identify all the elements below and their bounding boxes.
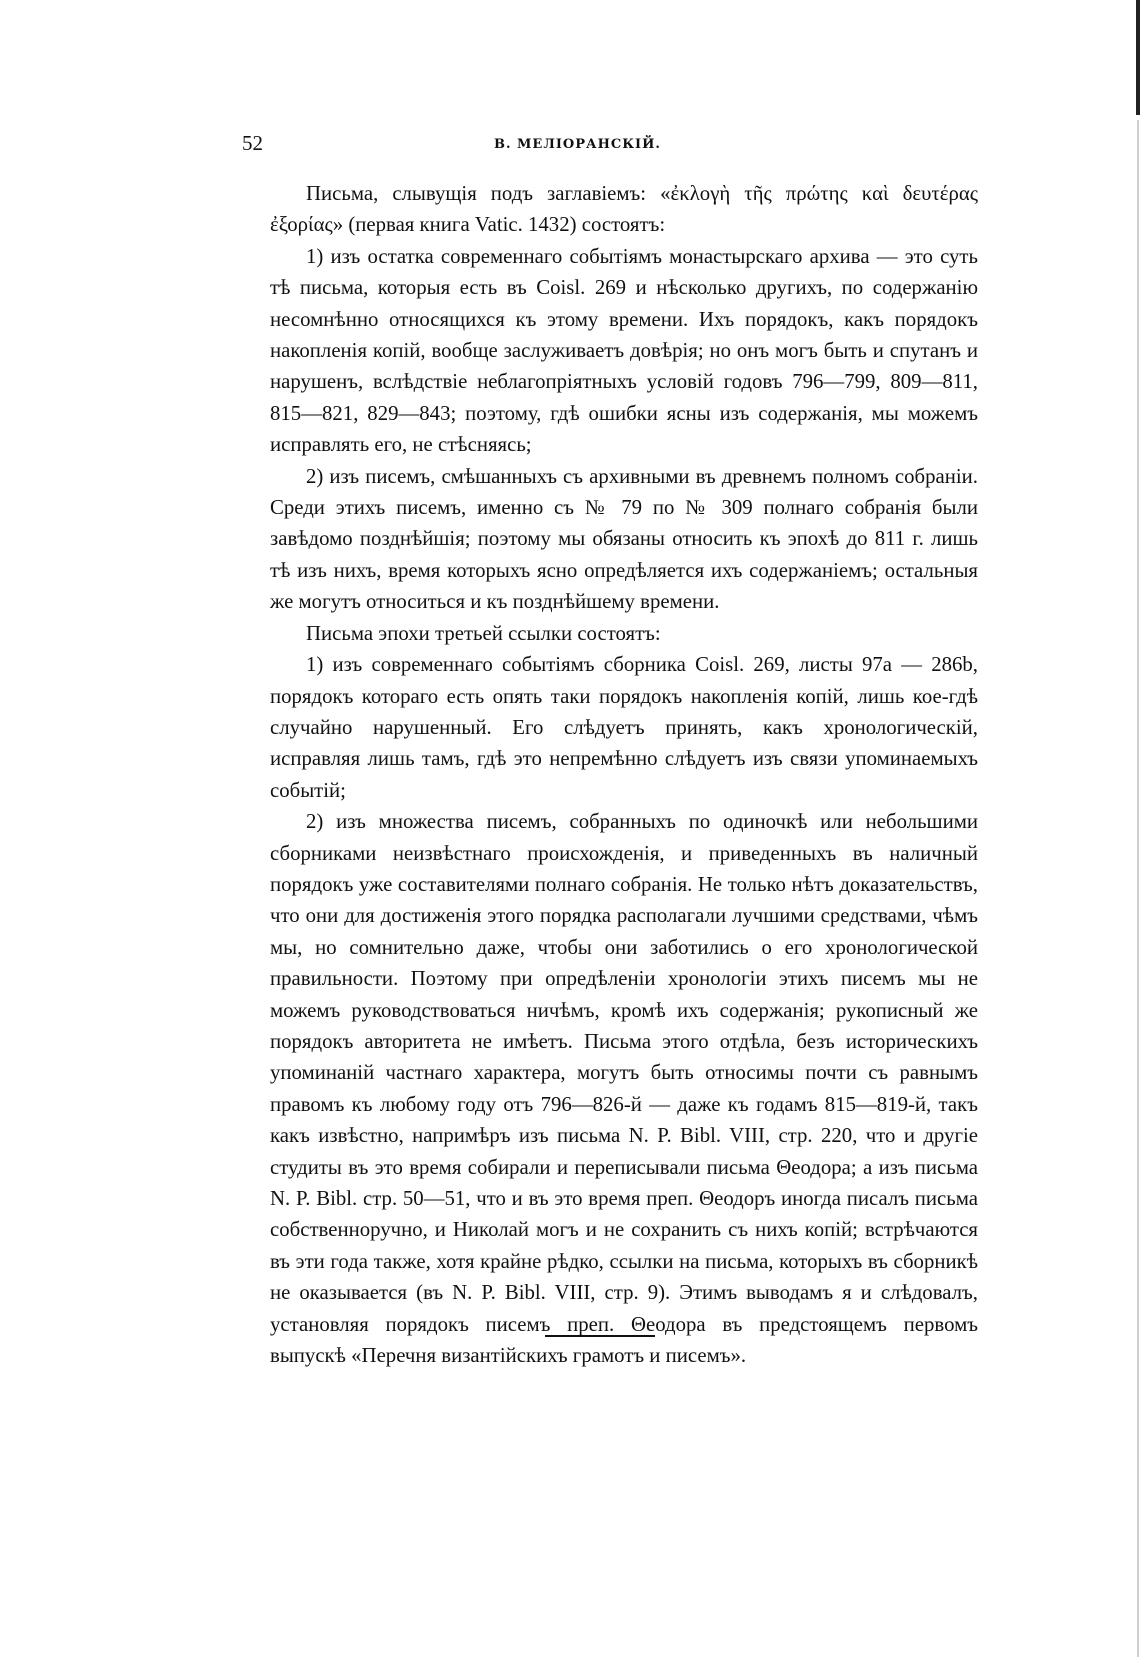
paragraph: Письма эпохи третьей ссылки состоятъ: — [306, 621, 661, 645]
scan-edge-mark — [1136, 0, 1140, 115]
paragraph: Письма, слывущія подъ заглавіемъ: «ἐκλογὴ τῆς πρώτης καὶ δευτέρας ἐξορίας» (первая книга Vatic. 1432) состоятъ: — [270, 182, 978, 237]
page-number: 52 — [242, 131, 263, 155]
page-header — [242, 131, 990, 171]
body-text — [270, 178, 978, 1371]
paragraph: 1) изъ остатка современнаго событіямъ монастырскаго архива — это суть тѣ письма, которыя есть въ Coisl. 269 и нѣсколько другихъ, по содержанію несомнѣнно относящихся къ этому времени. Ихъ порядокъ, какъ порядокъ накопленія копій, вообще заслуживаетъ довѣрія; но онъ могъ быть и спутанъ и нарушенъ, вслѣдствіе неблагопріятныхъ условій годовъ 796—799, 809—811, 815—821, 829—843; поэтому, гдѣ ошибки ясны изъ содержанія, мы можемъ исправлять его, не стѣсняясь; — [270, 244, 978, 457]
paragraph: 2) изъ писемъ, смѣшанныхъ съ архивными въ древнемъ полномъ собраніи. Среди этихъ писемъ, именно съ № 79 по № 309 полнаго собранія были завѣдомо позднѣйшія; поэтому мы обязаны относить къ эпохѣ до 811 г. лишь тѣ изъ нихъ, время которыхъ ясно опредѣляется ихъ содержаніемъ; остальныя же могутъ относиться и къ позднѣйшему времени. — [270, 464, 978, 614]
running-head: В. МЕЛІОРАНСКІЙ. — [494, 137, 661, 152]
paragraph: 1) изъ современнаго событіямъ сборника Coisl. 269, листы 97a — 286b, порядокъ котораго есть опять таки порядокъ накопленія копій, лишь кое-гдѣ случайно нарушенный. Его слѣдуетъ принять, какъ хронологическій, исправляя лишь тамъ, гдѣ это непремѣнно слѣдуетъ изъ связи упоминаемыхъ событій; — [270, 653, 978, 802]
paragraph: 2) изъ множества писемъ, собранныхъ по одиночкѣ или небольшими сборниками неизвѣстнаго происхожденія, и приведенныхъ въ наличный порядокъ уже составителями полнаго собранія. Не только нѣтъ доказательствъ, что они для достиженія этого порядка располагали лучшими средствами, чѣмъ мы, но сомнительно даже, чтобы они заботились о его хронологической правильности. Поэтому при опредѣленіи хронологіи этихъ писемъ мы не можемъ руководствоваться ничѣмъ, кромѣ ихъ содержанія; рукописный же порядокъ авторитета не имѣетъ. Письма этого отдѣла, безъ историческихъ упоминаній частнаго характера, могутъ быть относимы почти съ равнымъ правомъ къ любому году отъ 796—826-й — даже къ годамъ 815—819-й, такъ какъ извѣстно, напримѣръ изъ письма N. P. Bibl. VIII, стр. 220, что и другіе студиты въ это время собирали и переписывали письма Θеодора; а изъ письма N. P. Bibl. стр. 50—51, что и въ это время преп. Θеодоръ иногда писалъ письма собственноручно, и Николай могъ и не сохранить съ нихъ копій; встрѣчаются въ эти года также, хотя крайне рѣдко, ссылки на письма, которыхъ въ сборникѣ не оказывается (въ N. P. Bibl. VIII, стр. 9). Этимъ выводамъ я и слѣдовалъ, установляя порядокъ писемъ преп. Θеодора въ предстоящемъ первомъ выпускѣ «Перечня византійскихъ грамотъ и писемъ». — [270, 810, 978, 1368]
end-rule — [545, 1335, 655, 1337]
scan-edge-shadow — [1137, 120, 1139, 1657]
